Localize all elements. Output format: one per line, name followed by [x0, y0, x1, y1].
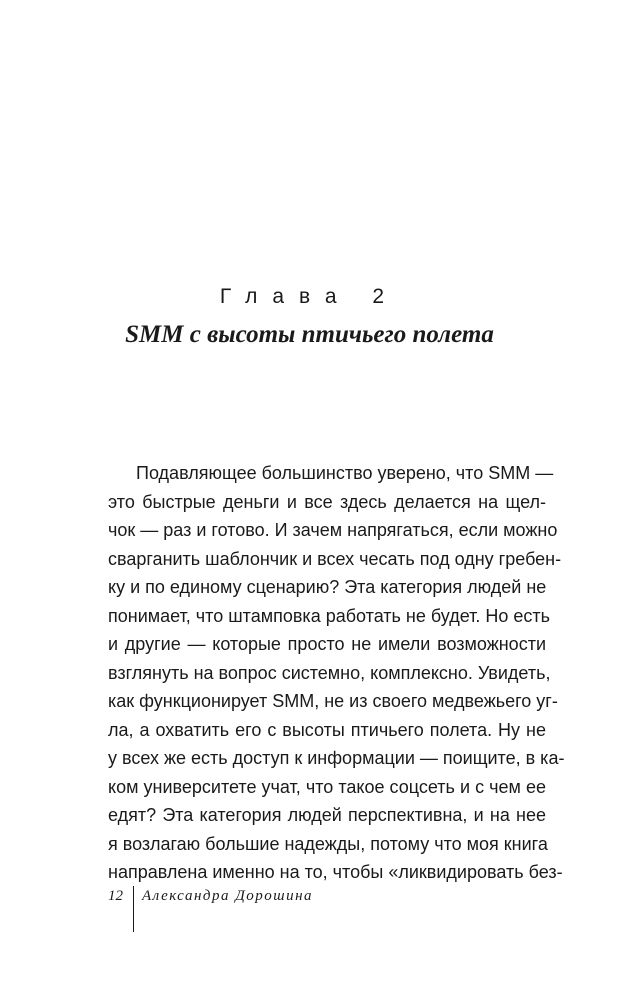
body-line: едят? Эта категория людей перспективна, и на нее: [108, 805, 546, 825]
body-line: чок — раз и готово. И зачем напрягаться, если можно: [108, 520, 558, 540]
author-name: Александра Дорошина: [142, 888, 314, 904]
body-line: сварганить шаблончик и всех чесать под одну гребен-: [108, 548, 562, 569]
body-line: ку и по единому сценарию? Эта категория людей не: [108, 577, 547, 597]
chapter-title: SMM с высоты птичьего полета: [125, 321, 494, 348]
body-line: ком университете учат, что такое соцсеть и с чем ее: [108, 776, 546, 797]
body-line: Подавляющее большинство уверено, что SMM —: [136, 463, 554, 483]
body-line: понимает, что штамповка работать не будет. Но есть: [108, 605, 551, 626]
page-number: 12: [108, 888, 123, 904]
body-line: и другие — которые просто не имели возможности: [108, 634, 546, 654]
body-line: я возлагаю большие надежды, потому что моя книга: [108, 833, 548, 854]
page-footer: [108, 886, 313, 932]
body-line: ла, а охватить его с высоты птичьего полета. Ну не: [108, 719, 546, 740]
body-line: у всех же есть доступ к информации — поищите, в ка-: [108, 748, 565, 768]
body-text: [108, 459, 565, 887]
chapter-label: Глава 2: [219, 285, 400, 308]
body-line: направлена именно на то, чтобы «ликвидировать без-: [108, 862, 563, 882]
body-line: это быстрые деньги и все здесь делается на щел-: [108, 491, 546, 512]
body-line: как функционирует SMM, не из своего медвежьего уг-: [108, 691, 558, 711]
body-line: взглянуть на вопрос системно, комплексно. Увидеть,: [108, 662, 551, 683]
